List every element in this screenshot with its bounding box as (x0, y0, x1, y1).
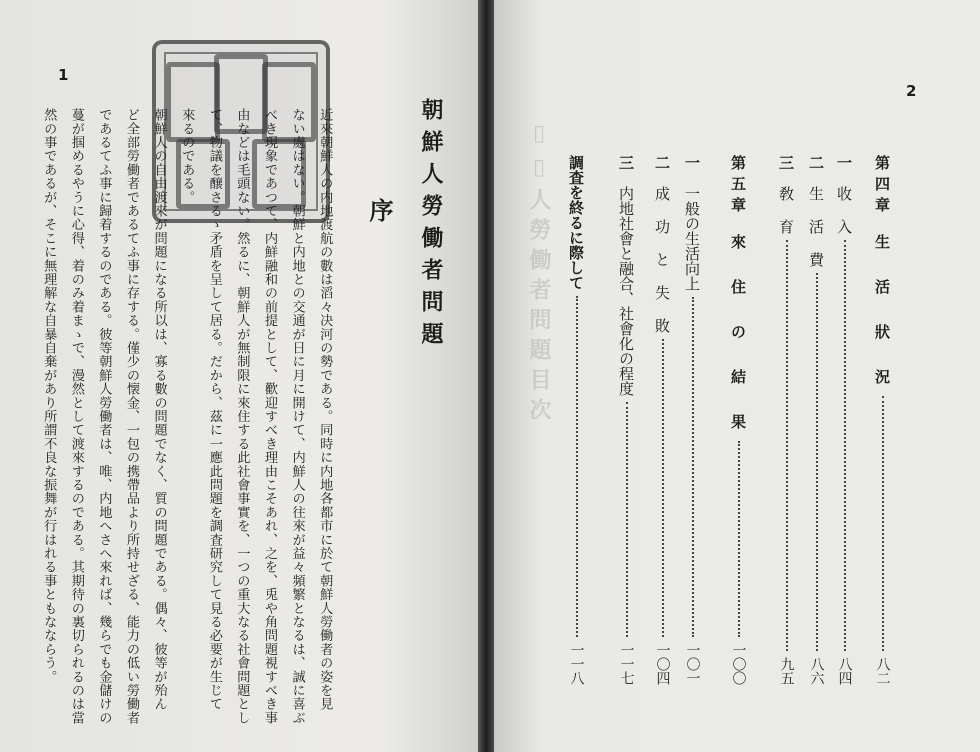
toc-leader-dots (662, 339, 664, 637)
book-gutter (478, 0, 494, 752)
toc-entry-title: 來 住 の 結 果 (729, 234, 747, 435)
toc-entry-page: 一〇一 (684, 643, 701, 685)
toc-entry-number: 二 (653, 155, 671, 170)
toc-entry-number: 一 (683, 155, 701, 170)
toc-entry[interactable] (652, 155, 673, 685)
right-page (494, 0, 980, 752)
body-line: ど全部勞働者であるてふ事に存する。僅少の懐金、一包の携帶品より所持せざる、能力の低い勞働者 (124, 108, 139, 725)
toc-leader-dots (626, 402, 628, 637)
left-page-number: 1 (58, 66, 69, 84)
toc-entry-number: 一 (835, 155, 853, 170)
book-title: 朝鮮人勞働者問題 (418, 98, 444, 354)
toc-leader-dots (882, 396, 884, 651)
body-line: 來るのである。 (179, 108, 195, 204)
toc-entry-title: 生 活 費 (807, 186, 825, 267)
left-page (0, 0, 478, 752)
toc-entry-page: 八二 (874, 657, 891, 685)
toc-entry-page: 一〇四 (654, 643, 671, 685)
toc-entry-title: 成 功 と 失 敗 (653, 186, 671, 333)
toc-entry[interactable] (682, 155, 703, 685)
body-line: であるてふ事に歸着するのである。彼等朝鮮人勞働者は、唯、内地へさへ來れば、幾らでも金儲けの (96, 108, 112, 725)
toc-leader-dots (844, 240, 846, 651)
show-through-text: ▯▯人勞働者問題目次 (526, 120, 552, 428)
toc-entry-number: 二 (807, 155, 825, 170)
toc-entry-title: 一般の生活向上 (683, 186, 701, 291)
toc-entry-title: 收 入 (835, 186, 853, 234)
body-line: 近來朝鮮人の内地渡航の數は滔々决河の勢である。同時に内地各都市に於て朝鮮人勞働者の姿を見 (317, 108, 333, 711)
toc-entry-number: 第五章 (729, 155, 747, 218)
toc-entry[interactable] (616, 155, 637, 685)
toc-entry-title: 敎 育 (777, 186, 795, 234)
toc-entry[interactable] (776, 155, 797, 685)
toc-leader-dots (692, 297, 694, 637)
toc-entry[interactable] (728, 155, 749, 685)
toc-entry-page: 一一八 (568, 643, 585, 685)
toc-leader-dots (786, 240, 788, 651)
toc-entry-page: 八四 (836, 657, 853, 685)
toc-entry[interactable] (806, 155, 827, 685)
body-line: て、物議を醸さるゝ矛盾を呈して居る。だから、茲に一應此問題を調査研究して見る必要が生じて (206, 108, 222, 711)
toc-entry-page: 九五 (778, 657, 795, 685)
toc-leader-dots (738, 441, 740, 637)
body-line: 朝鮮人の自由渡來が問題になる所以は、寡る數の問題でなく、質の問題である。偶々、彼等が殆ん (151, 108, 167, 711)
toc-entry[interactable] (834, 155, 855, 685)
toc-entry-page: 一一七 (618, 643, 635, 685)
toc-leader-dots (576, 296, 578, 637)
right-page-number: 2 (906, 82, 917, 100)
toc-entry-title: 調査を終るに際して (567, 155, 585, 290)
body-line: 由などは毛頭ない。然るに、朝鮮人が無制限に來住する此社會事實を、一つの重大なる社會問題とし (234, 108, 250, 725)
toc-entry[interactable] (566, 155, 587, 685)
toc-entry-number: 三 (777, 155, 795, 170)
toc-entry-page: 一〇〇 (730, 643, 747, 685)
body-line: べき現象であつて、内鮮融和の前提として、歡迎すべき理由こそあれ、之を、兎や角問題視すべき事 (262, 108, 277, 725)
toc-entry-title: 生 活 狀 況 (873, 234, 891, 390)
body-line: 然の事であるが、そこに無理解な自暴自棄があり所謂不良な振舞が行はれる事ともなならう。 (41, 108, 57, 684)
toc-entry-number: 三 (617, 155, 635, 170)
section-title: 序 (365, 198, 394, 223)
toc-entry-title: 内地社會と融合、社會化の程度 (617, 186, 635, 396)
toc-entry-page: 八六 (808, 657, 825, 685)
toc-leader-dots (816, 273, 818, 651)
toc-entry[interactable] (872, 155, 893, 685)
body-line: ない處はない。朝鮮と内地との交通が日に月に開けて、内鮮人の往來が益々頻繁となるは、誠に喜ぶ (289, 108, 305, 725)
toc-entry-number: 第四章 (873, 155, 891, 218)
body-line: 蔓が掴めるやうに心得、着のみ着まゝで、漫然として渡來するのである。其期待の裏切られるのは當 (68, 108, 84, 725)
